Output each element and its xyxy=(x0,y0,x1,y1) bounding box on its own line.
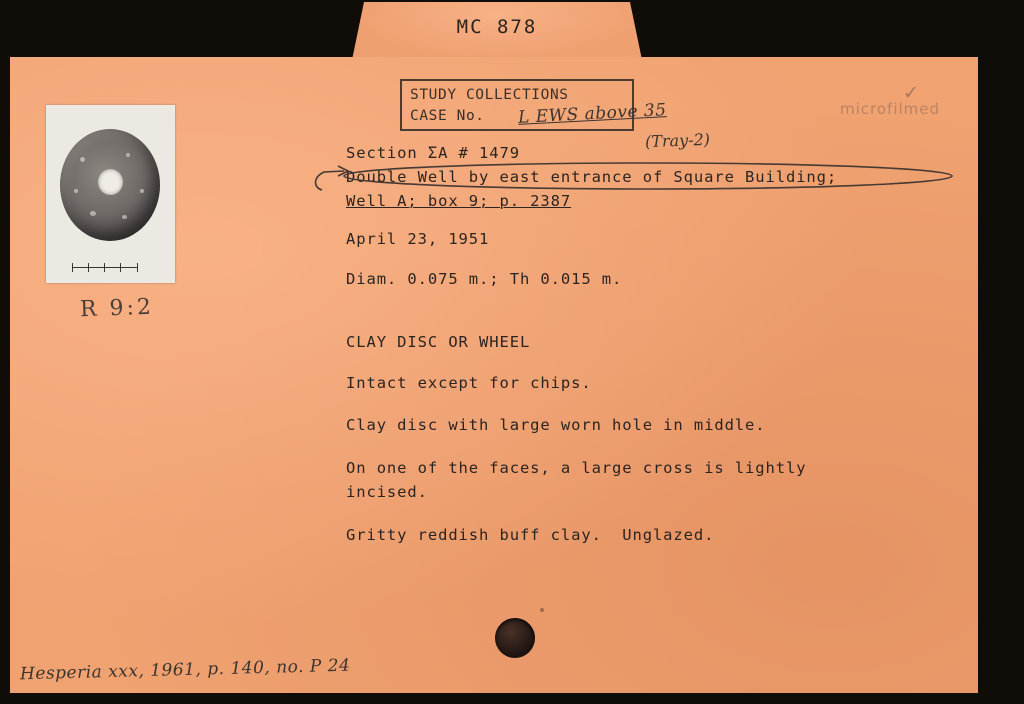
entry-line-wellbox: Well A; box 9; p. 2387 xyxy=(346,192,572,210)
clay-disc-shape xyxy=(60,129,160,241)
photo-negative-number: R 9:2 xyxy=(79,294,155,323)
photo-scale-bar xyxy=(72,263,138,271)
entry-line-section: Section ΣA # 1479 xyxy=(346,144,520,162)
stamp-line-collections: STUDY COLLECTIONS xyxy=(410,87,569,103)
handwritten-case-value: L EWS above 35 xyxy=(517,100,667,128)
surface-speck xyxy=(126,153,130,157)
scale-tick xyxy=(104,263,105,272)
punch-hole xyxy=(495,618,535,658)
entry-line-provenance: Double Well by east entrance of Square Building; xyxy=(346,168,838,186)
scale-tick xyxy=(120,263,121,272)
microfilmed-stamp: microfilmed xyxy=(840,100,941,118)
check-mark-icon: ✓ xyxy=(903,82,919,104)
scale-tick xyxy=(137,263,138,272)
scale-tick xyxy=(88,263,89,272)
entry-line-date: April 23, 1951 xyxy=(346,230,490,248)
entry-line-description-2a: On one of the faces, a large cross is lightly xyxy=(346,459,807,477)
entry-line-description-1: Clay disc with large worn hole in middle. xyxy=(346,416,766,434)
stamp-line-case-no: CASE No. xyxy=(410,108,485,124)
object-photograph xyxy=(46,105,175,283)
surface-speck xyxy=(80,157,85,162)
clay-disc-image xyxy=(56,127,165,245)
surface-speck xyxy=(90,211,96,216)
entry-line-condition: Intact except for chips. xyxy=(346,374,592,392)
entry-line-dimensions: Diam. 0.075 m.; Th 0.015 m. xyxy=(346,270,623,288)
footer-publication-reference: Hesperia xxx, 1961, p. 140, no. P 24 xyxy=(19,655,351,685)
card-number-label: MC 878 xyxy=(456,16,538,38)
surface-speck xyxy=(74,189,78,193)
surface-speck xyxy=(122,215,127,219)
scale-tick xyxy=(72,263,73,272)
scale-rule xyxy=(72,267,138,268)
entry-line-fabric: Gritty reddish buff clay. Unglazed. xyxy=(346,526,715,544)
entry-line-object-name: CLAY DISC OR WHEEL xyxy=(346,333,531,351)
surface-speck xyxy=(140,189,144,193)
handwritten-tray-note: (Tray-2) xyxy=(644,129,711,152)
pin-hole-mark xyxy=(540,608,544,612)
entry-line-description-2b: incised. xyxy=(346,483,428,501)
